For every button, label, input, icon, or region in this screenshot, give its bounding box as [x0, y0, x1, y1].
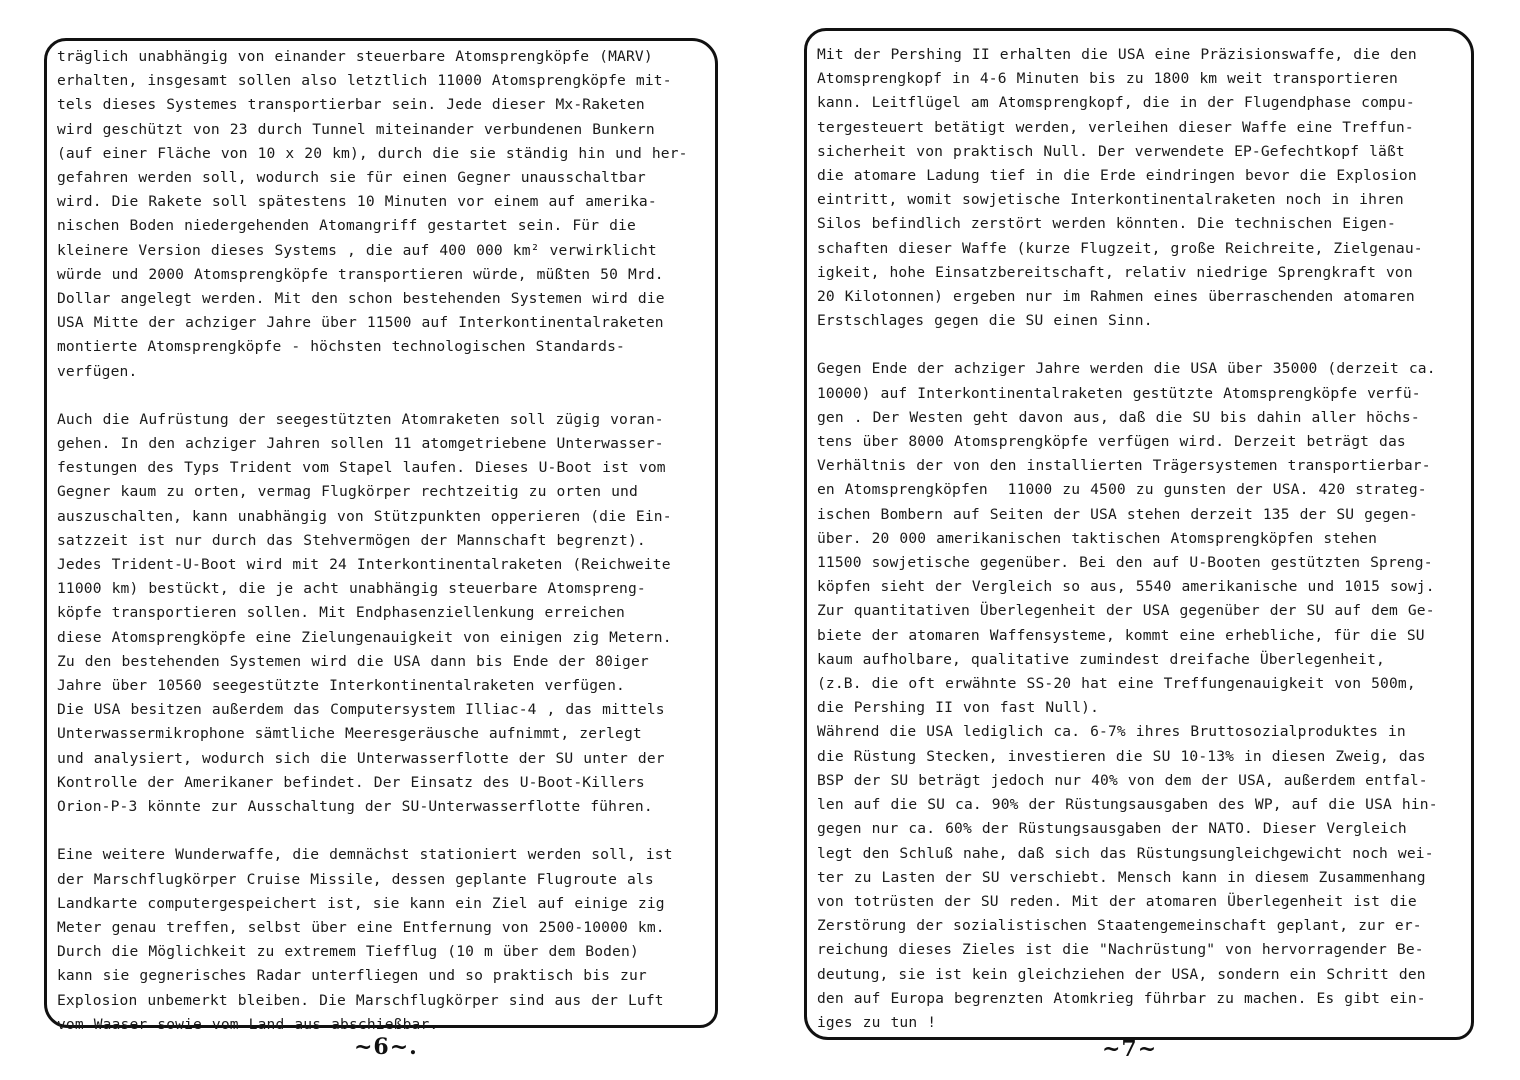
text-line: Kontrolle der Amerikaner befindet. Der Einsatz des U-Boot-Killers	[57, 773, 645, 791]
text-line: wird. Die Rakete soll spätestens 10 Minuten vor einem auf amerika-	[57, 193, 657, 211]
text-line: Verhältnis der von den installierten Trägersystemen transportierbar-	[817, 457, 1431, 475]
paragraph	[817, 43, 1461, 333]
left-page-body	[57, 45, 707, 1037]
text-line: Explosion unbemerkt bleiben. Die Marschflugkörper sind aus der Luft	[57, 991, 664, 1009]
paragraph-gap	[817, 333, 1461, 357]
text-line: und analysiert, wodurch sich die Unterwasserflotte der SU unter der	[57, 749, 665, 767]
text-line: satzzeit ist nur durch das Stehvermögen der Mannschaft begrenzt).	[57, 531, 646, 549]
right-page-body	[817, 43, 1461, 1035]
text-line: deutung, sie ist kein gleichziehen der USA, sondern ein Schritt den	[817, 965, 1426, 983]
text-line: Zerstörung der sozialistischen Staatengemeinschaft geplant, zur er-	[817, 917, 1422, 935]
text-line: montierte Atomsprengköpfe - höchsten technologischen Standards-	[57, 338, 625, 356]
text-line: USA Mitte der achziger Jahre über 11500 auf Interkontinentalraketen	[57, 314, 664, 332]
text-line: festungen des Typs Trident vom Stapel laufen. Dieses U-Boot ist vom	[57, 459, 666, 477]
right-page-frame	[804, 28, 1474, 1040]
text-line: diese Atomsprengköpfe eine Zielungenauigkeit von einigen zig Metern.	[57, 628, 672, 646]
text-line: Die USA besitzen außerdem das Computersystem Illiac-4 , das mittels	[57, 701, 665, 719]
text-line: len auf die SU ca. 90% der Rüstungsausgaben des WP, auf die USA hin-	[817, 796, 1438, 814]
text-line: gehen. In den achziger Jahren sollen 11 atomgetriebene Unterwasser-	[57, 435, 664, 453]
text-line: gen . Der Westen geht davon aus, daß die SU bis dahin aller höchs-	[817, 408, 1420, 426]
text-line: auszuschalten, kann unabhängig von Stützpunkten opperieren (die Ein-	[57, 507, 672, 525]
paragraph	[57, 843, 707, 1037]
text-line: Unterwassermikrophone sämtliche Meeresgeräusche aufnimmt, zerlegt	[57, 725, 642, 743]
text-line: Eine weitere Wunderwaffe, die demnächst stationiert werden soll, ist	[57, 846, 673, 864]
text-line: Atomsprengkopf in 4-6 Minuten bis zu 1800 km weit transportieren	[817, 70, 1398, 88]
text-line: Silos befindlich zerstört werden könnten. Die technischen Eigen-	[817, 215, 1396, 233]
text-line: kleinere Version dieses Systems , die auf 400 000 km² verwirklicht	[57, 241, 657, 259]
text-line: iges zu tun !	[817, 1013, 937, 1031]
text-line: die Pershing II von fast Null).	[817, 699, 1100, 717]
text-line: ischen Bombern auf Seiten der USA stehen derzeit 135 der SU gegen-	[817, 505, 1418, 523]
text-line: biete der atomaren Waffensysteme, kommt eine erhebliche, für die SU	[817, 626, 1425, 644]
text-line: Dollar angelegt werden. Mit den schon bestehenden Systemen wird die	[57, 290, 665, 308]
paragraph	[817, 357, 1461, 1035]
text-line: die atomare Ladung tief in die Erde eindringen bevor die Explosion	[817, 167, 1417, 185]
text-line: 10000) auf Interkontinentalraketen gestützte Atomsprengköpfe verfü-	[817, 384, 1421, 402]
text-line: vom Waaser sowie vom Land aus abschießbar.	[57, 1015, 439, 1033]
text-line: kann sie gegnerisches Radar unterfliegen und so praktisch bis zur	[57, 967, 647, 985]
text-line: tels dieses Systemes transportierbar sein. Jede dieser Mx-Raketen	[57, 96, 645, 114]
text-line: Jahre über 10560 seegestützte Interkontinentalraketen verfügen.	[57, 677, 625, 695]
text-line: schaften dieser Waffe (kurze Flugzeit, große Reichreite, Zielgenau-	[817, 239, 1423, 257]
page-number-6: ~6~.	[354, 1034, 418, 1060]
text-line: erhalten, insgesamt sollen also letztlich 11000 Atomsprengköpfe mit-	[57, 72, 672, 90]
text-line: von totrüsten der SU reden. Mit der atomaren Überlegenheit ist die	[817, 892, 1417, 910]
paragraph	[57, 45, 707, 384]
text-line: verfügen.	[57, 362, 138, 380]
text-line: Zur quantitativen Überlegenheit der USA gegenüber der SU auf dem Ge-	[817, 602, 1435, 620]
text-line: träglich unabhängig von einander steuerbare Atomsprengköpfe (MARV)	[57, 48, 653, 65]
text-line: sicherheit von praktisch Null. Der verwendete EP-Gefechtkopf läßt	[817, 142, 1405, 160]
text-line: köpfen sieht der Vergleich so aus, 5540 amerikanische und 1015 sowj.	[817, 578, 1435, 596]
text-line: Landkarte computergespeichert ist, sie kann ein Ziel auf einige zig	[57, 894, 665, 912]
text-line: köpfe transportieren sollen. Mit Endphasenziellenkung erreichen	[57, 604, 625, 622]
text-line: Gegen Ende der achziger Jahre werden die USA über 35000 (derzeit ca.	[817, 360, 1436, 378]
paragraph-gap	[57, 384, 707, 408]
paragraph-gap	[57, 819, 707, 843]
text-line: igkeit, hohe Einsatzbereitschaft, relativ niedrige Sprengkraft von	[817, 263, 1413, 281]
text-line: die Rüstung Stecken, investieren die SU 10-13% in diesen Zweig, das	[817, 747, 1426, 765]
text-line: tens über 8000 Atomsprengköpfe verfügen wird. Derzeit beträgt das	[817, 433, 1406, 451]
text-line: kann. Leitflügel am Atomsprengkopf, die in der Flugendphase compu-	[817, 94, 1415, 112]
text-line: eintritt, womit sowjetische Interkontinentalraketen noch in ihren	[817, 191, 1404, 209]
text-line: legt den Schluß nahe, daß sich das Rüstungsungleichgewicht noch wei-	[817, 844, 1434, 862]
text-line: Während die USA lediglich ca. 6-7% ihres Bruttosozialproduktes in	[817, 723, 1406, 741]
text-line: Erstschlages gegen die SU einen Sinn.	[817, 312, 1153, 330]
text-line: Auch die Aufrüstung der seegestützten Atomraketen soll zügig voran-	[57, 410, 664, 428]
text-line: über. 20 000 amerikanischen taktischen Atomsprengköpfen stehen	[817, 529, 1378, 547]
text-line: tergesteuert betätigt werden, verleihen dieser Waffe eine Treffun-	[817, 118, 1414, 136]
text-line: Jedes Trident-U-Boot wird mit 24 Interkontinentalraketen (Reichweite	[57, 556, 671, 574]
text-line: gefahren werden soll, wodurch sie für einen Gegner unausschaltbar	[57, 169, 646, 187]
text-line: Durch die Möglichkeit zu extremem Tiefflug (10 m über dem Boden)	[57, 943, 639, 961]
text-line: den auf Europa begrenzten Atomkrieg führbar zu machen. Es gibt ein-	[817, 989, 1426, 1007]
text-line: der Marschflugkörper Cruise Missile, dessen geplante Flugroute als	[57, 870, 654, 888]
text-line: Mit der Pershing II erhalten die USA eine Präzisionswaffe, die den	[817, 46, 1417, 63]
text-line: würde und 2000 Atomsprengköpfe transportieren würde, müßten 50 Mrd.	[57, 265, 664, 283]
text-line: ter zu Lasten der SU verschiebt. Mensch kann in diesem Zusammenhang	[817, 868, 1426, 886]
text-line: (z.B. die oft erwähnte SS-20 hat eine Treffungenauigkeit von 500m,	[817, 675, 1416, 693]
text-line: Zu den bestehenden Systemen wird die USA dann bis Ende der 80iger	[57, 652, 649, 670]
text-line: 11000 km) bestückt, die je acht unabhängig steuerbare Atomspreng-	[57, 580, 646, 598]
page-number-7: ~7~	[1102, 1036, 1158, 1062]
text-line: Orion-P-3 könnte zur Ausschaltung der SU-Unterwasserflotte führen.	[57, 798, 653, 816]
text-line: reichung dieses Zieles ist die "Nachrüstung" von hervorragender Be-	[817, 941, 1424, 959]
text-line: wird geschützt von 23 durch Tunnel miteinander verbundenen Bunkern	[57, 120, 655, 138]
text-line: (auf einer Fläche von 10 x 20 km), durch die sie ständig hin und her-	[57, 144, 688, 162]
text-line: Meter genau treffen, selbst über eine Entfernung von 2500-10000 km.	[57, 918, 665, 936]
text-line: 11500 sowjetische gegenüber. Bei den auf U-Booten gestützten Spreng-	[817, 554, 1433, 572]
text-line: Gegner kaum zu orten, vermag Flugkörper rechtzeitig zu orten und	[57, 483, 638, 501]
paragraph	[57, 408, 707, 819]
left-page-frame	[44, 38, 718, 1033]
text-line: kaum aufholbare, qualitative zumindest dreifache Überlegenheit,	[817, 650, 1385, 668]
text-line: BSP der SU beträgt jedoch nur 40% von dem der USA, außerdem entfal-	[817, 771, 1428, 789]
text-line: en Atomsprengköpfen 11000 zu 4500 zu gunsten der USA. 420 strateg-	[817, 481, 1427, 499]
text-line: gegen nur ca. 60% der Rüstungsausgaben der NATO. Dieser Vergleich	[817, 820, 1407, 838]
text-line: 20 Kilotonnen) ergeben nur im Rahmen eines überraschenden atomaren	[817, 288, 1415, 306]
text-line: nischen Boden niedergehenden Atomangriff gestartet sein. Für die	[57, 217, 636, 235]
